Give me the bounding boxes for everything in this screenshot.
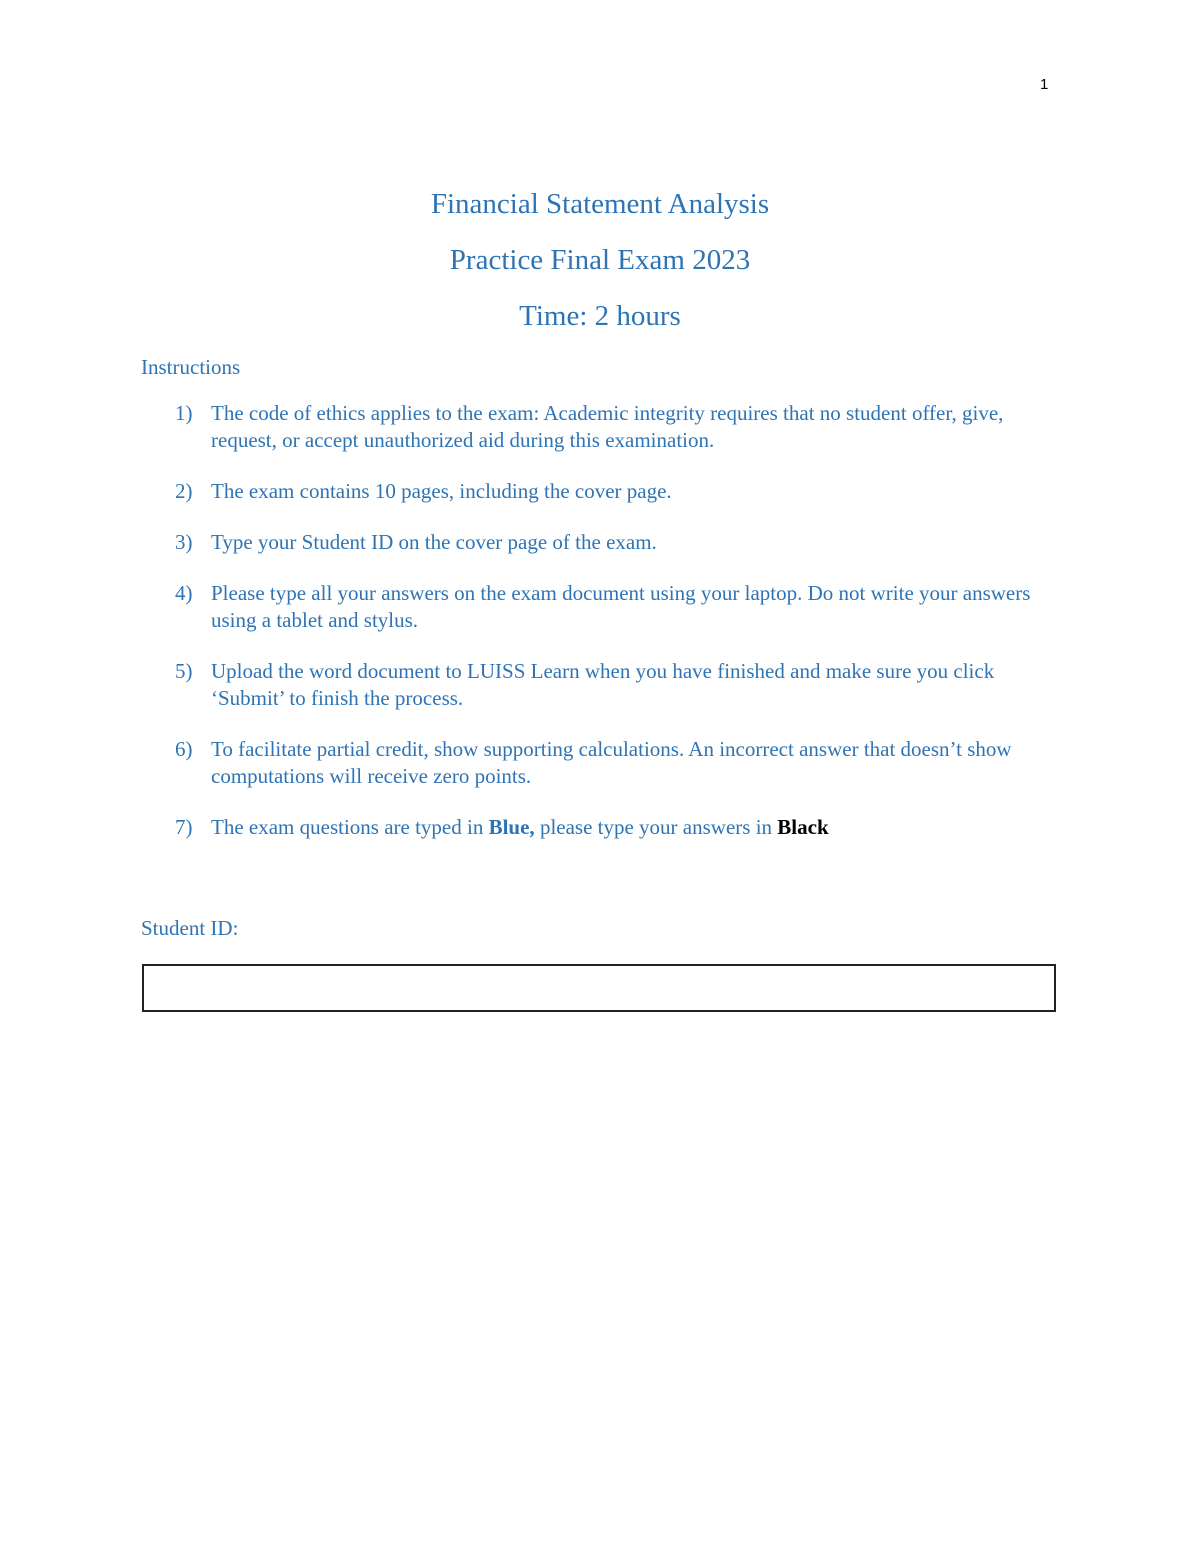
student-id-field[interactable]	[142, 964, 1056, 1012]
instruction-number: 7)	[175, 815, 193, 839]
instruction-text-part: please type your answers in	[534, 815, 778, 839]
instruction-item	[141, 580, 1066, 634]
instruction-number: 2)	[175, 479, 193, 503]
blue-keyword: Blue,	[488, 815, 535, 839]
instruction-number: 5)	[175, 659, 193, 683]
instruction-list	[141, 400, 1066, 865]
instruction-item	[141, 529, 1066, 556]
instruction-text	[211, 814, 1066, 841]
instruction-text: Please type all your answers on the exam document using your laptop. Do not write your answers using a tablet and stylus.	[211, 581, 1031, 632]
instruction-number: 6)	[175, 737, 193, 761]
instruction-text: Type your Student ID on the cover page of the exam.	[211, 530, 657, 554]
instruction-text: The exam contains 10 pages, including the cover page.	[211, 479, 672, 503]
title-block	[0, 186, 1200, 354]
instruction-item	[141, 814, 1066, 841]
instruction-number: 3)	[175, 530, 193, 554]
student-id-label: Student ID:	[141, 916, 239, 940]
exam-duration: Time: 2 hours	[519, 300, 681, 332]
instruction-number: 4)	[175, 581, 193, 605]
instructions-heading: Instructions	[141, 355, 241, 379]
course-title: Financial Statement Analysis	[430, 188, 770, 220]
instruction-text-part: The exam questions are typed in	[211, 815, 489, 839]
black-keyword: Black	[777, 815, 829, 839]
instruction-text: To facilitate partial credit, show supporting calculations. An incorrect answer that doesn’t show computations will receive zero points.	[211, 737, 1012, 788]
instruction-item	[141, 658, 1066, 712]
exam-title: Practice Final Exam 2023	[449, 244, 751, 276]
instruction-item	[141, 478, 1066, 505]
instruction-item	[141, 400, 1066, 454]
instruction-text: Upload the word document to LUISS Learn when you have finished and make sure you click ‘Submit’ to finish the process.	[211, 659, 995, 710]
instruction-item	[141, 736, 1066, 790]
instruction-text: The code of ethics applies to the exam: Academic integrity requires that no student offer, give, request, or accept unauthorized aid during this examination.	[211, 401, 1004, 452]
instruction-number: 1)	[175, 401, 193, 425]
page-number: 1	[1040, 76, 1049, 93]
